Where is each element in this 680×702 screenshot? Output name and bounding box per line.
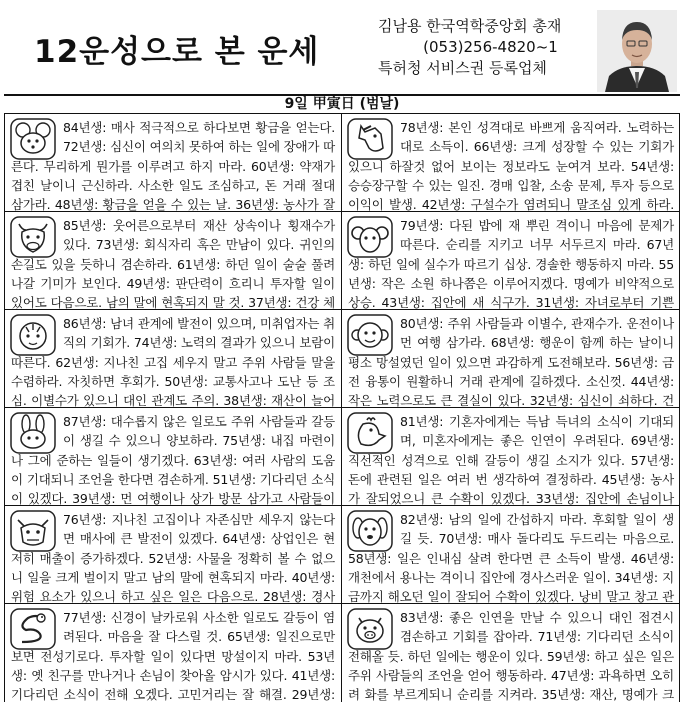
fortune-text: 85년생: 웃어른으로부터 재산 상속이나 횡재수가 있다. 73년생: 회식자리 혹은 만남이 있다. 귀인의 손길도 있을 듯하니 겸손하라. 61년생: 하던 일이 술술 풀려 나갈 기미가 보인다. 49년생: 판단력이 흐리니 투자할 일이 있어도 다음으로. 남의 말에 현혹되지 말 것. 37년생: 건강 체 [11,218,335,310]
fortune-text: 81년생: 기혼자에게는 득남 득녀의 소식이 기대되며, 미혼자에게는 좋은 인연이 우려된다. 69년생: 직선적인 성격으로 인해 갈등이 생길 소지가 있다. 57년생: 돈에 관련된 일은 여러 번 생각하여 결정하라. 45년생: 농사가 잘되었으니 큰 수확이 있겠다. 33년생: 집안에 손님이나 [348,414,674,506]
fortune-cell-rabbit [5,408,341,506]
rooster-icon [347,412,393,454]
fortune-cell-tiger [5,310,341,408]
fortune-cell-monkey [342,310,680,408]
fortune-cell-snake [5,604,341,702]
fortune-cell-ox [5,212,341,310]
horse-icon [347,118,393,160]
fortune-grid [4,114,680,702]
rat-icon [10,118,56,160]
fortune-text: 86년생: 남녀 관계에 발전이 있으며, 미취업자는 취직의 기회가. 74년생: 노력의 결과가 있으니 보람이 따른다. 62년생: 지나친 고집 세우지 말고 주위 사람들 말을 수렴하라. 자칫하면 후회가. 50년생: 교통사고나 도난 등 조심. 이별수가 있으니 대인 관계도 주의. 38년생: 재산이 늘어 [11,316,335,408]
dragon-icon [10,510,56,552]
fortune-text: 84년생: 매사 적극적으로 하다보면 황금을 얻는다. 72년생: 심신이 여의치 못하여 하는 일에 장애가 따른다. 무리하게 뭔가를 이루려고 하지 마라. 60년생: 약재가 겹친 날이니 근신하라. 사소한 일도 조심하고, 돈 거래 절대 삼가라. 48년생: 황금을 얻을 수 있는 날. 36년생: 농사가 잘 [11,120,335,212]
author-name: 김남용 한국역학중앙회 총재 [378,17,562,35]
fortune-cell-rat [5,114,341,212]
author-photo [597,10,677,92]
column-header [0,0,680,91]
fortune-text: 83년생: 좋은 인연을 만날 수 있으니 대인 접견시 겸손하고 기회를 잡아라. 71년생: 기다리던 소식이 전해올 듯. 하던 일에는 행운이 있다. 59년생: 하고 싶은 일은 주위 사람들의 조언을 얻어 행동하라. 47년생: 과욕하면 오히려 화를 부르게되니 순리를 지켜라. 35년생: 재산, 명예가 크 [348,610,674,702]
fortune-text: 77년생: 신경이 날카로워 사소한 일로도 갈등이 염려된다. 마음을 잘 다스릴 것. 65년생: 일진으로만 보면 전성기로다. 투자할 일이 있다면 망설이지 마라. 53년생: 옛 친구를 만나거나 손님이 찾아올 암시가 있다. 41년생: 기다리던 소식이 전해 오겠다. 고민거리는 잘 해결. 29년생: [11,610,335,702]
author-phone: (053)256-4820~1 [423,38,558,56]
fortune-cell-dragon [5,506,341,604]
pig-icon [347,608,393,650]
column-title: 12운성으로 본 운세 [34,34,320,70]
fortune-cell-sheep [342,212,680,310]
author-service: 특허청 서비스권 등록업체 [378,59,547,77]
fortune-cell-dog [342,506,680,604]
fortune-text: 78년생: 본인 성격대로 바쁘게 움직여라. 노력하는 대로 소득이. 66년생: 크게 성장할 수 있는 기회가 있으니 하잘것 없어 보이는 정보라도 눈여겨 보라. 54년생: 승승장구할 수 있는 일진. 경매 입찰, 소송 문제, 투자 등으로 이익이 발생. 42년생: 구설수가 염려되니 말조심 있게 하라. [348,120,674,212]
author-info [378,16,603,79]
author-photo-image [597,10,677,92]
dog-icon [347,510,393,552]
date-banner: 9일 甲寅日 (범날) [4,94,680,114]
snake-icon [10,608,56,650]
fortune-cell-pig [342,604,680,702]
fortune-text: 79년생: 다된 밥에 재 뿌린 격이니 마음에 문제가 따른다. 순리를 지키고 너무 서두르지 마라. 67년생: 하던 일에 실수가 따르기 십상. 경솔한 행동하지 마라. 55년생: 작은 소원 하나쯤은 이루어지겠다. 명예가 비약적으로 상승. 43년생: 집안에 새 식구가. 31년생: 자녀로부터 기쁜 [348,218,674,310]
fortune-cell-rooster [342,408,680,506]
fortune-text: 82년생: 남의 일에 간섭하지 마라. 후회할 일이 생길 듯. 70년생: 매사 돌다리도 두드리는 마음으로. 58년생: 일은 인내심 살려 한다면 큰 소득이 발생. 46년생: 개천에서 용나는 격이니 집안에 경사스러운 일이. 34년생: 지금까지 해오던 일이 잘되어 수확이 있겠다. 낭비 말고 창고 관 [348,512,674,604]
sheep-icon [347,216,393,258]
tiger-icon [10,314,56,356]
monkey-icon [347,314,393,356]
rabbit-icon [10,412,56,454]
fortune-text: 87년생: 대수롭지 않은 일로도 주위 사람들과 갈등이 생길 수 있으니 양보하라. 75년생: 내집 마련이나 그에 준하는 일들이 생기겠다. 63년생: 여러 사람의 도움이 기대되니 조언을 한다면 겸손하게. 51년생: 기다리던 소식이 있겠다. 39년생: 먼 여행이나 상가 방문 삼가고 사람들이 [11,414,335,506]
ox-icon [10,216,56,258]
fortune-cell-horse [342,114,680,212]
fortune-text: 76년생: 지나친 고집이나 자존심만 세우지 않는다면 매사에 큰 발전이 있겠다. 64년생: 상업인은 현저히 매출이 증가하겠다. 52년생: 사물을 정확히 볼 수 없으니 일을 크게 벌이지 말고 남의 말에 현혹되지 마라. 40년생: 위험 요소가 있으니 하고 싶은 일은 다음으로. 28년생: 경사 [11,512,335,604]
fortune-text: 80년생: 주위 사람들과 이별수, 관재수가. 운전이나 먼 여행 삼가라. 68년생: 행운이 함께 하는 날이니 평소 망설였던 일이 있으면 과감하게 도전해보라. 56년생: 금전 융통이 원활하니 거래 관계에 길하겠다. 소신껏. 44년생: 작은 노력으로도 큰 결실이 있다. 32년생: 심신이 쇠하다. 건 [348,316,674,408]
